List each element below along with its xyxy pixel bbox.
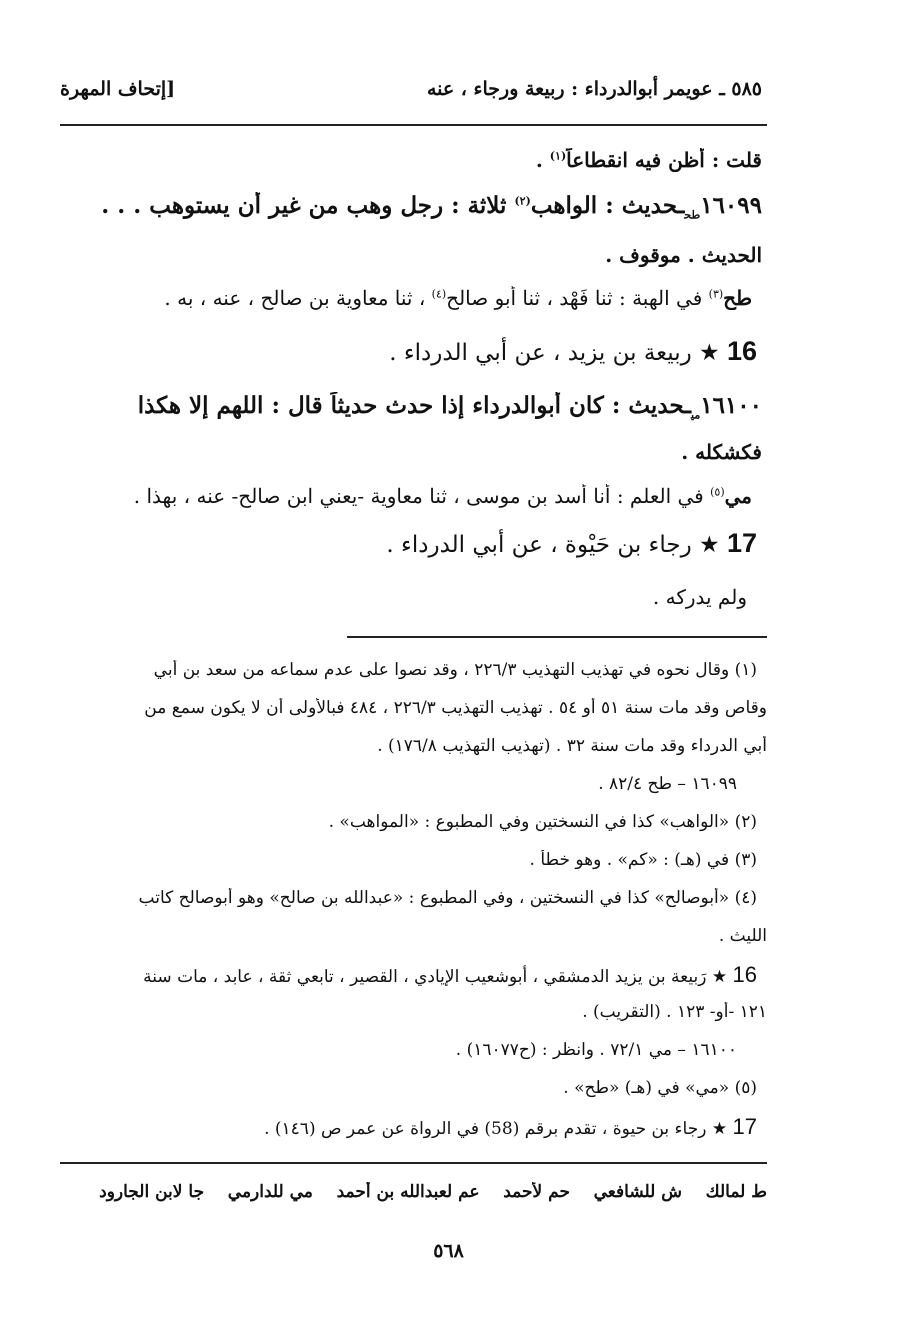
footnote-1-line3: أبي الدرداء وقد مات سنة ٣٢ . (تهذيب التهذيب ١٧٦/٨) . [377, 736, 767, 756]
qult-line: قلت : أظن فيه انقطاعاً$^{(١)}$ . [535, 148, 762, 172]
footnote-4-line2: الليث . [718, 926, 767, 946]
section-number: 17 [726, 528, 757, 558]
hadith-number: ١٦٠٩٩ [700, 192, 762, 219]
abbr-item: عم لعبدالله بن أحمد [336, 1182, 480, 1202]
section-number: 16 [726, 336, 757, 366]
abbr-item: ش للشافعي [593, 1182, 682, 1202]
footnote-5: (٥) «مي» في (هـ) «طح» . [563, 1078, 757, 1098]
hadith-16100: $١٦١٠٠_{مي}ـحديث$ : كان أبوالدرداء إذا حدث حديثاً قال : اللهم إلا هكذا [137, 392, 762, 422]
section-17-heading: 17 ★ رجاء بن حَيْوة ، عن أبي الدرداء . [386, 528, 757, 558]
footnote-rule [347, 636, 767, 638]
hadith-16100-line2: فكشكله . [681, 440, 762, 464]
footnote-4-line1: (٤) «أبوصالح» كذا في النسختين ، وفي المطبوع : «عبدالله بن صالح» وهو أبوصالح كاتب [138, 888, 757, 908]
footnote-1-line2: وقاص وقد مات سنة ٥١ أو ٥٤ . تهذيب التهذيب ٢٢٦/٣ ، ٤٨٤ فبالأولى أن لا يكون سمع من [144, 698, 767, 718]
star-icon: ★ [699, 532, 720, 558]
abbr-item: حم لأحمد [503, 1182, 570, 1202]
star-icon: ★ [699, 340, 720, 366]
note-section-17: 17 ★ رجاء بن حيوة ، تقدم برقم (58) في الرواة عن عمر ص (١٤٦) . [264, 1114, 757, 1139]
tah-chain-line: طح$^{(٣)}$ في الهبة : ثنا فَهْد ، ثنا أبو صالح$^{(٤)}$ ، ثنا معاوية بن صالح ، عنه ، به . [164, 286, 752, 310]
header-rule [60, 124, 767, 126]
hadith-16099: $١٦٠٩٩_{طح}ـحديث$ : الواهب$^{(٢)}$ ثلاثة : رجل وهب من غير أن يستوهب . . . [101, 192, 762, 222]
star-icon: ★ [711, 967, 728, 987]
abbr-item: مي للدارمي [227, 1182, 313, 1202]
footnote-1-line1: (١) وقال نحوه في تهذيب التهذيب ٢٢٦/٣ ، وقد نصوا على عدم سماعه من سعد بن أبي [153, 660, 757, 680]
footnote-3: (٣) في (هـ) : «كم» . وهو خطأ . [529, 850, 757, 870]
note-section-16-line2: ١٢١ -أو- ١٢٣ . (التقريب) . [582, 1002, 767, 1022]
abbr-item: ط لمالك [705, 1182, 767, 1202]
hadith-number: ١٦١٠٠ [700, 392, 762, 419]
running-header-book: [إتحاف المهرة [60, 78, 176, 100]
star-icon: ★ [711, 1119, 728, 1139]
footnote-2: (٢) «الواهب» كذا في النسختين وفي المطبوع : «المواهب» . [328, 812, 757, 832]
note-section-16-line1: 16 ★ رَبيعة بن يزيد الدمشقي ، أبوشعيب الإيادي ، القصير ، تابعي ثقة ، عابد ، مات سنة [143, 962, 757, 987]
note-16099: ١٦٠٩٩ – طح ٨٢/٤ . [598, 774, 737, 794]
source-code: مي [691, 408, 701, 422]
abbreviation-key [60, 1182, 767, 1202]
mi-chain-line: مي$^{(٥)}$ في العلم : أنا أسد بن موسى ، ثنا معاوية -يعني ابن صالح- عنه ، بهذا . [133, 484, 752, 508]
lam-yudrikhu: ولم يدركه . [652, 585, 747, 609]
hadith-16099-line2: الحديث . موقوف . [605, 243, 762, 267]
running-header-title: ٥٨٥ ـ عويمر أبوالدرداء : ربيعة ورجاء ، عنه [426, 78, 762, 100]
abbr-item: جا لابن الجارود [99, 1182, 205, 1202]
source-code: طح [684, 208, 701, 222]
section-16-heading: 16 ★ ربيعة بن يزيد ، عن أبي الدرداء . [389, 336, 757, 366]
page-number: ٥٦٨ [433, 1240, 464, 1262]
abbreviations-rule [60, 1162, 767, 1164]
note-16100: ١٦١٠٠ – مي ٧٢/١ . وانظر : (ح١٦٠٧٧) . [455, 1040, 737, 1060]
